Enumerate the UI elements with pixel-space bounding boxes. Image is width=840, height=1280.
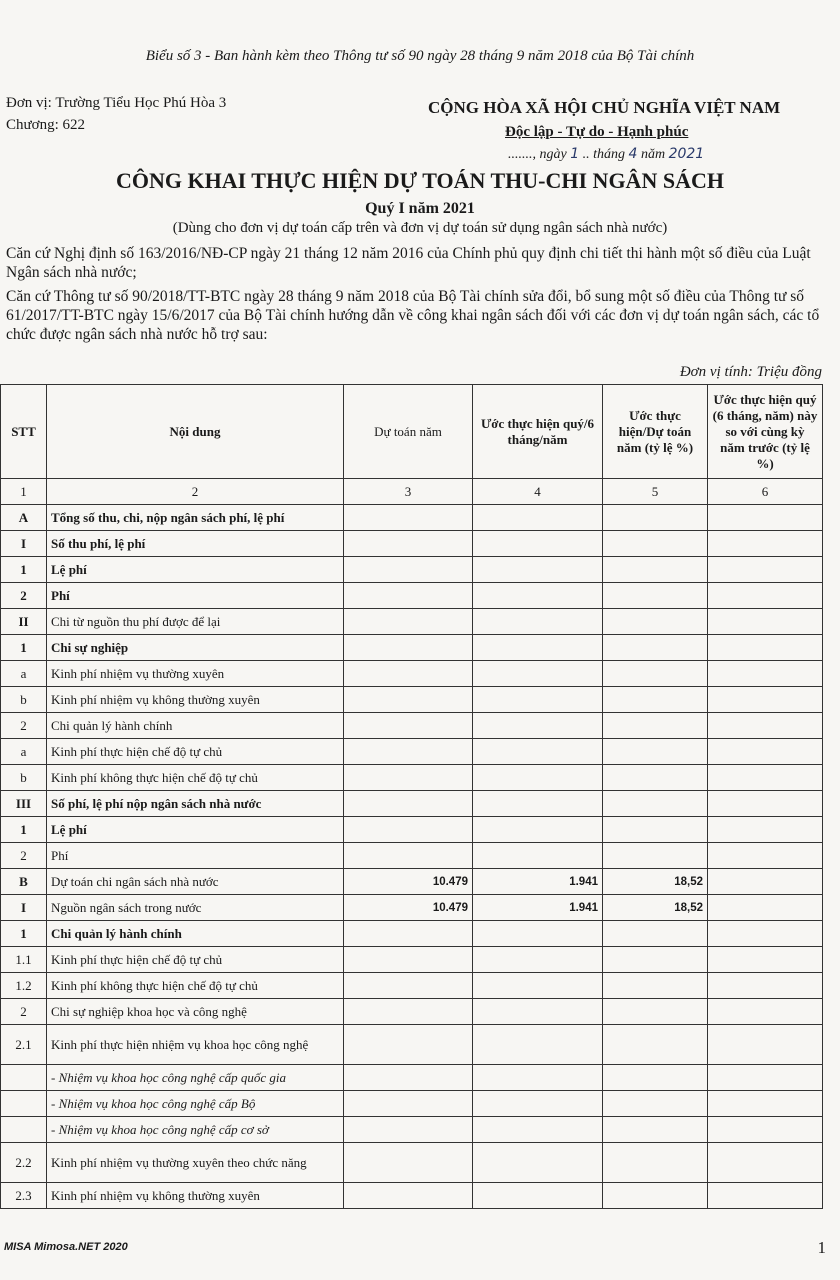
row-content: Chi sự nghiệp: [47, 635, 344, 661]
row-annual-estimate: [344, 1091, 473, 1117]
table-row: [1, 635, 823, 661]
row-ratio-estimate: [603, 531, 708, 557]
row-ratio-estimate: [603, 1065, 708, 1091]
table-row: [1, 817, 823, 843]
row-estimated-execution: [473, 1091, 603, 1117]
date-day: 1: [570, 146, 580, 162]
row-estimated-execution: [473, 1143, 603, 1183]
index-cell: 1: [1, 479, 47, 505]
row-stt: 1.2: [1, 973, 47, 999]
header-annual-estimate: Dự toán năm: [344, 385, 473, 479]
row-ratio-previous-year: [708, 817, 823, 843]
row-content: Kinh phí không thực hiện chế độ tự chủ: [47, 765, 344, 791]
header-ratio-previous-year: Ước thực hiện quý (6 tháng, năm) này so với cùng kỳ năm trước (tỷ lệ %): [708, 385, 823, 479]
row-annual-estimate: [344, 765, 473, 791]
row-estimated-execution: [473, 973, 603, 999]
row-content: Dự toán chi ngân sách nhà nước: [47, 869, 344, 895]
table-row: [1, 973, 823, 999]
row-estimated-execution: [473, 921, 603, 947]
row-ratio-previous-year: [708, 1183, 823, 1209]
row-stt: 1: [1, 635, 47, 661]
row-ratio-previous-year: [708, 505, 823, 531]
index-cell: 6: [708, 479, 823, 505]
row-content: Chi từ nguồn thu phí được để lại: [47, 609, 344, 635]
row-ratio-estimate: 18,52: [603, 895, 708, 921]
row-ratio-estimate: [603, 999, 708, 1025]
row-ratio-estimate: [603, 1183, 708, 1209]
table-body: [1, 505, 823, 1209]
row-annual-estimate: [344, 557, 473, 583]
table-row: [1, 583, 823, 609]
row-ratio-estimate: [603, 843, 708, 869]
row-content: Số thu phí, lệ phí: [47, 531, 344, 557]
table-row: [1, 921, 823, 947]
row-ratio-previous-year: [708, 843, 823, 869]
row-stt: 2: [1, 713, 47, 739]
row-ratio-previous-year: [708, 765, 823, 791]
unit-block: [6, 92, 226, 136]
row-annual-estimate: [344, 999, 473, 1025]
row-estimated-execution: [473, 609, 603, 635]
table-row: [1, 1091, 823, 1117]
row-ratio-previous-year: [708, 1091, 823, 1117]
row-stt: a: [1, 739, 47, 765]
row-annual-estimate: [344, 635, 473, 661]
row-content: Chi sự nghiệp khoa học và công nghệ: [47, 999, 344, 1025]
table-row: [1, 843, 823, 869]
row-estimated-execution: [473, 791, 603, 817]
row-annual-estimate: [344, 921, 473, 947]
row-ratio-previous-year: [708, 583, 823, 609]
row-annual-estimate: [344, 1117, 473, 1143]
row-content: Số phí, lệ phí nộp ngân sách nhà nước: [47, 791, 344, 817]
row-ratio-previous-year: [708, 791, 823, 817]
date-month-label: tháng: [593, 147, 626, 162]
row-ratio-estimate: [603, 505, 708, 531]
index-cell: 5: [603, 479, 708, 505]
document-subtitle: Quý I năm 2021: [365, 200, 475, 217]
row-stt: 2.2: [1, 1143, 47, 1183]
row-content: Nguồn ngân sách trong nước: [47, 895, 344, 921]
header-note: Biểu số 3 - Ban hành kèm theo Thông tư số 90 ngày 28 tháng 9 năm 2018 của Bộ Tài chính: [145, 48, 695, 64]
table-header-row: [1, 385, 823, 479]
row-estimated-execution: [473, 583, 603, 609]
header-content: Nội dung: [47, 385, 344, 479]
row-ratio-previous-year: [708, 895, 823, 921]
row-ratio-previous-year: [708, 661, 823, 687]
index-cell: 4: [473, 479, 603, 505]
row-estimated-execution: [473, 505, 603, 531]
document-title: CÔNG KHAI THỰC HIỆN DỰ TOÁN THU-CHI NGÂN SÁCH: [116, 168, 724, 193]
table-row: [1, 895, 823, 921]
row-ratio-estimate: [603, 1117, 708, 1143]
row-ratio-estimate: [603, 687, 708, 713]
row-content: Lệ phí: [47, 557, 344, 583]
row-annual-estimate: [344, 791, 473, 817]
row-stt: [1, 1091, 47, 1117]
row-estimated-execution: [473, 661, 603, 687]
row-ratio-previous-year: [708, 739, 823, 765]
row-annual-estimate: [344, 583, 473, 609]
row-ratio-previous-year: [708, 531, 823, 557]
row-estimated-execution: 1.941: [473, 869, 603, 895]
row-ratio-estimate: [603, 713, 708, 739]
row-annual-estimate: [344, 1025, 473, 1065]
table-row: [1, 687, 823, 713]
row-ratio-previous-year: [708, 921, 823, 947]
row-ratio-previous-year: [708, 635, 823, 661]
row-annual-estimate: [344, 661, 473, 687]
row-ratio-previous-year: [708, 999, 823, 1025]
row-ratio-estimate: [603, 973, 708, 999]
row-ratio-previous-year: [708, 947, 823, 973]
row-annual-estimate: [344, 713, 473, 739]
row-ratio-estimate: [603, 583, 708, 609]
row-annual-estimate: [344, 843, 473, 869]
row-content: Kinh phí nhiệm vụ thường xuyên: [47, 661, 344, 687]
row-annual-estimate: 10.479: [344, 869, 473, 895]
nation-title: CỘNG HÒA XÃ HỘI CHỦ NGHĨA VIỆT NAM: [428, 98, 781, 117]
row-stt: 1: [1, 921, 47, 947]
row-stt: 1: [1, 557, 47, 583]
row-ratio-estimate: [603, 947, 708, 973]
header-ratio-estimate: Ước thực hiện/Dự toán năm (tỷ lệ %): [603, 385, 708, 479]
date-prefix: ......., ngày: [508, 147, 567, 162]
index-cell: 3: [344, 479, 473, 505]
row-ratio-previous-year: [708, 1065, 823, 1091]
table-row: [1, 557, 823, 583]
row-annual-estimate: [344, 531, 473, 557]
row-estimated-execution: [473, 843, 603, 869]
row-estimated-execution: [473, 635, 603, 661]
row-ratio-estimate: [603, 1091, 708, 1117]
row-estimated-execution: [473, 999, 603, 1025]
table-index-row: [1, 479, 823, 505]
row-ratio-estimate: [603, 1025, 708, 1065]
table-row: [1, 947, 823, 973]
row-ratio-previous-year: [708, 713, 823, 739]
row-content: Phí: [47, 843, 344, 869]
row-stt: II: [1, 609, 47, 635]
chapter-line: Chương: 622: [6, 117, 85, 133]
table-row: [1, 1143, 823, 1183]
row-content: Phí: [47, 583, 344, 609]
row-content: - Nhiệm vụ khoa học công nghệ cấp quốc gia: [47, 1065, 344, 1091]
row-content: Kinh phí nhiệm vụ không thường xuyên: [47, 687, 344, 713]
table-row: [1, 1065, 823, 1091]
row-stt: I: [1, 895, 47, 921]
row-stt: 2: [1, 843, 47, 869]
row-stt: I: [1, 531, 47, 557]
row-stt: A: [1, 505, 47, 531]
row-ratio-estimate: [603, 765, 708, 791]
row-content: Kinh phí nhiệm vụ thường xuyên theo chức năng: [47, 1143, 344, 1183]
table-row: [1, 1183, 823, 1209]
row-estimated-execution: [473, 1117, 603, 1143]
row-estimated-execution: [473, 739, 603, 765]
unit-label: Đơn vị tính: Triệu đồng: [679, 364, 822, 380]
row-annual-estimate: [344, 817, 473, 843]
row-content: Chi quản lý hành chính: [47, 921, 344, 947]
row-stt: 2: [1, 999, 47, 1025]
row-content: - Nhiệm vụ khoa học công nghệ cấp Bộ: [47, 1091, 344, 1117]
row-stt: 1: [1, 817, 47, 843]
date-month: 4: [628, 146, 638, 162]
row-content: Chi quản lý hành chính: [47, 713, 344, 739]
row-stt: 2: [1, 583, 47, 609]
table-row: [1, 791, 823, 817]
row-content: Kinh phí thực hiện chế độ tự chủ: [47, 739, 344, 765]
table-row: [1, 713, 823, 739]
table-row: [1, 531, 823, 557]
row-stt: III: [1, 791, 47, 817]
row-estimated-execution: [473, 947, 603, 973]
row-ratio-estimate: [603, 609, 708, 635]
row-annual-estimate: [344, 947, 473, 973]
row-ratio-previous-year: [708, 609, 823, 635]
table-row: [1, 661, 823, 687]
row-estimated-execution: [473, 765, 603, 791]
row-ratio-estimate: [603, 791, 708, 817]
budget-table: [0, 384, 823, 1209]
index-cell: 2: [47, 479, 344, 505]
unit-line: Đơn vị: Trường Tiểu Học Phú Hòa 3: [6, 95, 227, 111]
table-row: [1, 869, 823, 895]
row-stt: [1, 1065, 47, 1091]
date-year: 2021: [668, 146, 705, 162]
row-content: Kinh phí thực hiện nhiệm vụ khoa học công nghệ: [47, 1025, 344, 1065]
header-estimated-execution: Ước thực hiện quý/6 tháng/năm: [473, 385, 603, 479]
row-estimated-execution: [473, 817, 603, 843]
row-estimated-execution: [473, 1183, 603, 1209]
date-line: ......., ngày 1 .. tháng 4 năm 2021: [508, 146, 705, 162]
row-annual-estimate: [344, 609, 473, 635]
row-annual-estimate: [344, 1143, 473, 1183]
motto: Độc lập - Tự do - Hạnh phúc: [505, 124, 689, 140]
legal-basis-1: Căn cứ Nghị định số 163/2016/NĐ-CP ngày 21 tháng 12 năm 2016 của Chính phủ quy định chi tiết thi hành một số điều của Luật Ngân sách nhà nước;: [6, 245, 811, 281]
row-content: - Nhiệm vụ khoa học công nghệ cấp cơ sở: [47, 1117, 344, 1143]
row-ratio-estimate: [603, 921, 708, 947]
header-stt: STT: [1, 385, 47, 479]
row-ratio-estimate: [603, 661, 708, 687]
row-stt: a: [1, 661, 47, 687]
legal-basis-2: Căn cứ Thông tư số 90/2018/TT-BTC ngày 28 tháng 9 năm 2018 của Bộ Tài chính sửa đổi, bổ sung một số điều của Thông tư số 61/2017/TT-BTC ngày 15/6/2017 của Bộ Tài chính hướng dẫn về công khai ngân sách đối với các đơn vị dự toán ngân sách, các tổ chức được ngân sách nhà nước hỗ trợ sau:: [6, 288, 820, 343]
row-stt: 1.1: [1, 947, 47, 973]
row-estimated-execution: [473, 531, 603, 557]
row-ratio-estimate: [603, 817, 708, 843]
row-annual-estimate: [344, 1065, 473, 1091]
row-stt: 2.1: [1, 1025, 47, 1065]
row-content: Kinh phí không thực hiện chế độ tự chủ: [47, 973, 344, 999]
row-annual-estimate: 10.479: [344, 895, 473, 921]
row-estimated-execution: [473, 713, 603, 739]
row-content: Lệ phí: [47, 817, 344, 843]
table-row: [1, 1025, 823, 1065]
row-stt: [1, 1117, 47, 1143]
table-row: [1, 505, 823, 531]
row-ratio-estimate: [603, 635, 708, 661]
row-ratio-previous-year: [708, 869, 823, 895]
row-stt: B: [1, 869, 47, 895]
row-ratio-estimate: 18,52: [603, 869, 708, 895]
row-annual-estimate: [344, 505, 473, 531]
table-row: [1, 609, 823, 635]
row-ratio-estimate: [603, 557, 708, 583]
row-content: Kinh phí thực hiện chế độ tự chủ: [47, 947, 344, 973]
row-estimated-execution: [473, 1065, 603, 1091]
row-ratio-estimate: [603, 739, 708, 765]
table-row: [1, 999, 823, 1025]
row-ratio-previous-year: [708, 973, 823, 999]
row-annual-estimate: [344, 687, 473, 713]
row-ratio-previous-year: [708, 1143, 823, 1183]
row-stt: b: [1, 765, 47, 791]
row-stt: 2.3: [1, 1183, 47, 1209]
row-estimated-execution: [473, 557, 603, 583]
table-row: [1, 765, 823, 791]
document-scope: (Dùng cho đơn vị dự toán cấp trên và đơn vị dự toán sử dụng ngân sách nhà nước): [172, 220, 668, 236]
row-stt: b: [1, 687, 47, 713]
row-ratio-estimate: [603, 1143, 708, 1183]
row-annual-estimate: [344, 739, 473, 765]
software-footer: MISA Mimosa.NET 2020: [4, 1241, 128, 1253]
row-ratio-previous-year: [708, 1025, 823, 1065]
row-content: Kinh phí nhiệm vụ không thường xuyên: [47, 1183, 344, 1209]
table-row: [1, 739, 823, 765]
table-row: [1, 1117, 823, 1143]
page-number: 1: [817, 1238, 826, 1257]
date-year-label: năm: [640, 147, 666, 162]
row-estimated-execution: [473, 1025, 603, 1065]
row-annual-estimate: [344, 1183, 473, 1209]
row-annual-estimate: [344, 973, 473, 999]
row-content: Tổng số thu, chi, nộp ngân sách phí, lệ phí: [47, 505, 344, 531]
row-ratio-previous-year: [708, 557, 823, 583]
row-ratio-previous-year: [708, 687, 823, 713]
row-estimated-execution: [473, 687, 603, 713]
row-ratio-previous-year: [708, 1117, 823, 1143]
row-estimated-execution: 1.941: [473, 895, 603, 921]
